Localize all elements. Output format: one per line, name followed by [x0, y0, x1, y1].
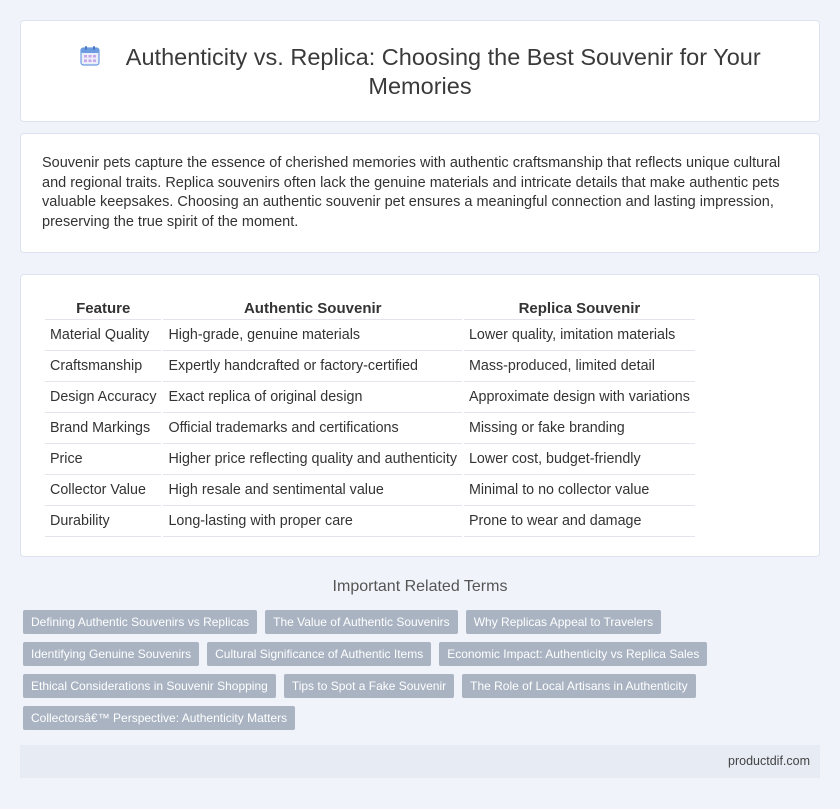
cell-replica: Missing or fake branding	[464, 413, 695, 444]
table-row	[45, 320, 695, 351]
cell-replica: Approximate design with variations	[464, 382, 695, 413]
related-term-tag[interactable]: Cultural Significance of Authentic Items	[207, 642, 431, 666]
table-row	[45, 351, 695, 382]
cell-authentic: Higher price reflecting quality and authenticity	[163, 444, 461, 475]
table-row	[45, 506, 695, 537]
related-term-tag[interactable]: Tips to Spot a Fake Souvenir	[284, 674, 454, 698]
table-row	[45, 475, 695, 506]
table-header-row	[45, 294, 695, 320]
comparison-table	[43, 294, 697, 537]
intro-paragraph: Souvenir pets capture the essence of cherished memories with authentic craftsmanship that reflects unique cultural and regional traits. Replica souvenirs often lack the genuine materials and intricate details that make authentic pets valuable keepsakes. Choosing an authentic souvenir pet ensures a meaningful connection and lasting impression, preserving the true spirit of the moment.	[42, 155, 781, 230]
footer-site-name[interactable]: productdif.com	[728, 754, 810, 768]
cell-feature: Price	[45, 444, 161, 475]
cell-feature: Durability	[45, 506, 161, 537]
related-term-tag[interactable]: Ethical Considerations in Souvenir Shopping	[23, 674, 276, 698]
header-card	[20, 20, 820, 122]
comparison-card	[20, 274, 820, 557]
header-authentic: Authentic Souvenir	[163, 294, 461, 320]
cell-feature: Collector Value	[45, 475, 161, 506]
table-row	[45, 444, 695, 475]
intro-card	[20, 133, 820, 253]
cell-replica: Lower cost, budget-friendly	[464, 444, 695, 475]
cell-authentic: Expertly handcrafted or factory-certified	[163, 351, 461, 382]
cell-authentic: High resale and sentimental value	[163, 475, 461, 506]
related-term-tag[interactable]: Defining Authentic Souvenirs vs Replicas	[23, 610, 257, 634]
related-term-tag[interactable]: The Value of Authentic Souvenirs	[265, 610, 458, 634]
footer	[20, 745, 820, 778]
related-terms-list	[23, 610, 723, 730]
cell-feature: Craftsmanship	[45, 351, 161, 382]
related-terms-title: Important Related Terms	[332, 578, 508, 595]
header-replica: Replica Souvenir	[464, 294, 695, 320]
related-term-tag[interactable]: Economic Impact: Authenticity vs Replica Sales	[439, 642, 707, 666]
cell-authentic: Exact replica of original design	[163, 382, 461, 413]
cell-feature: Brand Markings	[45, 413, 161, 444]
table-row	[45, 413, 695, 444]
related-term-tag[interactable]: Identifying Genuine Souvenirs	[23, 642, 199, 666]
cell-authentic: Long-lasting with proper care	[163, 506, 461, 537]
cell-authentic: High-grade, genuine materials	[163, 320, 461, 351]
cell-replica: Minimal to no collector value	[464, 475, 695, 506]
related-term-tag[interactable]: Why Replicas Appeal to Travelers	[466, 610, 661, 634]
cell-authentic: Official trademarks and certifications	[163, 413, 461, 444]
cell-replica: Mass-produced, limited detail	[464, 351, 695, 382]
cell-feature: Material Quality	[45, 320, 161, 351]
title-wrap	[21, 43, 819, 101]
cell-replica: Prone to wear and damage	[464, 506, 695, 537]
related-term-tag[interactable]: Collectorsâ€™ Perspective: Authenticity Matters	[23, 706, 295, 730]
table-row	[45, 382, 695, 413]
calendar-icon	[79, 45, 101, 67]
page-title: Authenticity vs. Replica: Choosing the Best Souvenir for Your Memories	[125, 44, 761, 99]
cell-feature: Design Accuracy	[45, 382, 161, 413]
header-feature: Feature	[45, 294, 161, 320]
related-term-tag[interactable]: The Role of Local Artisans in Authenticity	[462, 674, 695, 698]
cell-replica: Lower quality, imitation materials	[464, 320, 695, 351]
